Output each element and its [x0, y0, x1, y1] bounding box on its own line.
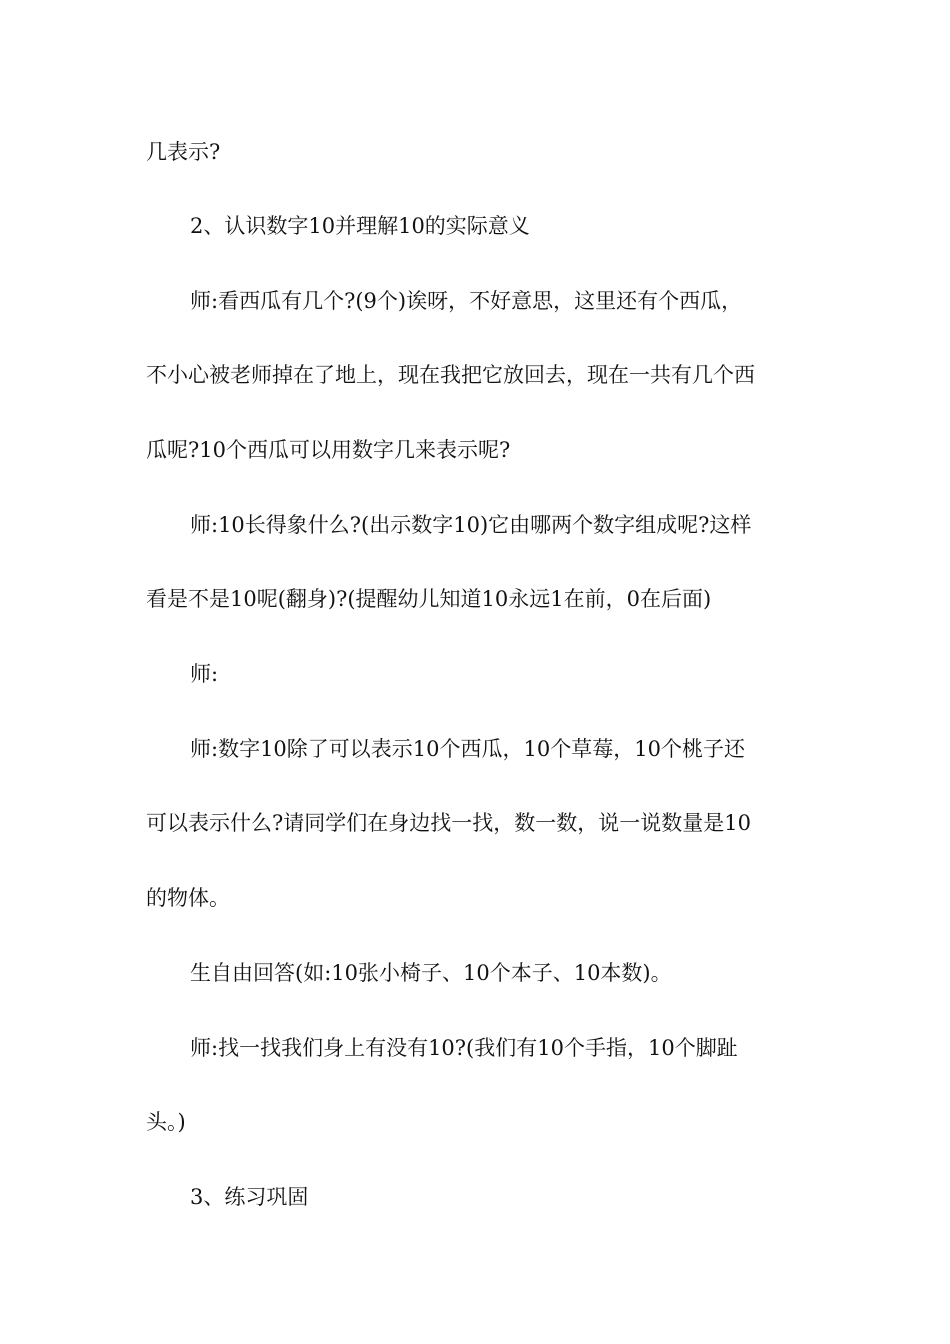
text-line-8: 师: — [190, 662, 219, 686]
text-line-6: 师:10长得象什么?(出示数字10)它由哪两个数字组成呢?这样 — [190, 513, 752, 537]
text-line-3: 师:看西瓜有几个?(9个)诶呀，不好意思，这里还有个西瓜， — [190, 289, 743, 313]
section-heading-2: 2、认识数字10并理解10的实际意义 — [190, 214, 530, 238]
text-line-1: 几表示? — [146, 140, 221, 164]
section-heading-3: 3、练习巩固 — [190, 1185, 309, 1209]
text-line-10: 可以表示什么?请同学们在身边找一找，数一数，说一说数量是10 — [146, 811, 751, 835]
text-line-12: 生自由回答(如:10张小椅子、10个本子、10本数)。 — [190, 961, 672, 985]
text-line-4: 不小心被老师掉在了地上，现在我把它放回去，现在一共有几个西 — [146, 363, 755, 387]
text-line-9: 师:数字10除了可以表示10个西瓜，10个草莓，10个桃子还 — [190, 737, 745, 761]
text-line-13: 师:找一找我们身上有没有10?(我们有10个手指，10个脚趾 — [190, 1036, 738, 1060]
text-line-11: 的物体。 — [146, 886, 230, 910]
text-line-14: 头。) — [146, 1110, 186, 1134]
text-line-7: 看是不是10呢(翻身)?(提醒幼儿知道10永远1在前，0在后面) — [146, 587, 712, 611]
text-line-5: 瓜呢?10个西瓜可以用数字几来表示呢? — [146, 438, 511, 462]
